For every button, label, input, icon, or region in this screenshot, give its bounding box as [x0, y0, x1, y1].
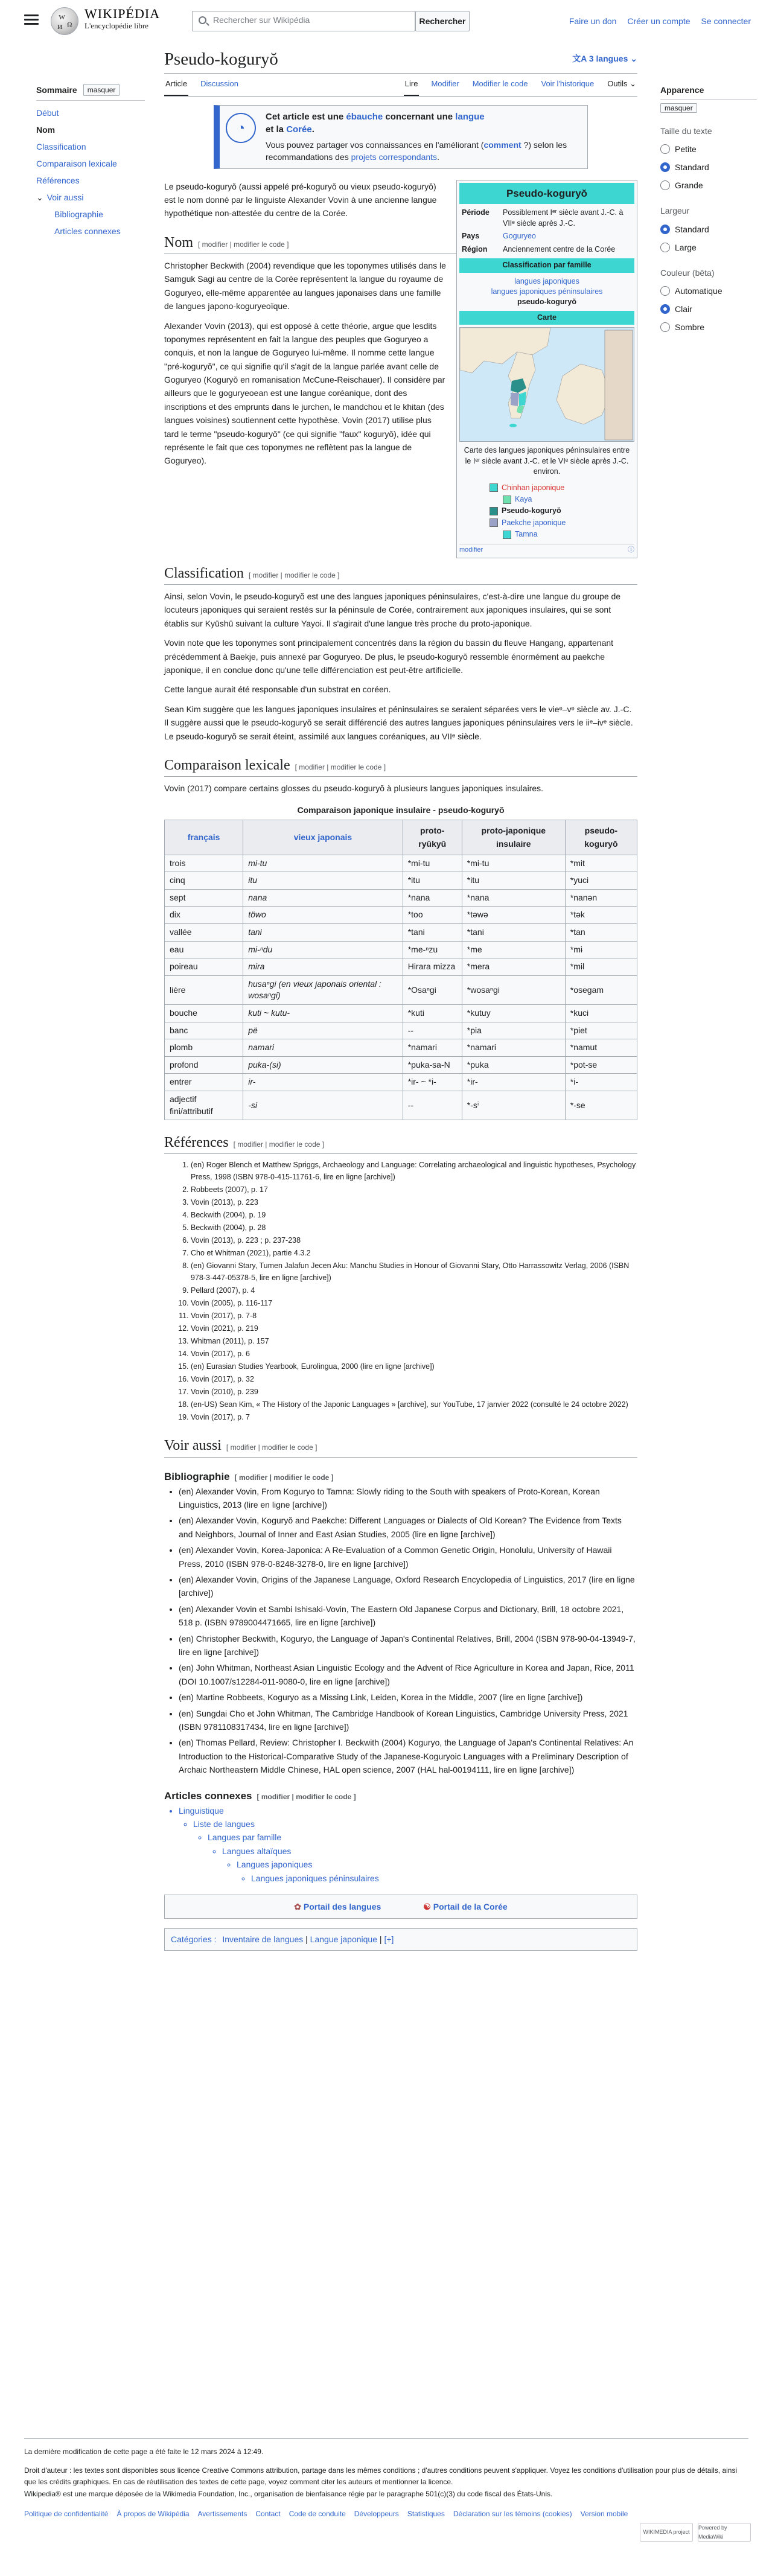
table-row — [165, 1056, 637, 1074]
table-cell: poireau — [165, 958, 243, 976]
table-row — [165, 855, 637, 872]
table-cell: *puka — [462, 1056, 565, 1074]
table-cell: *namari — [403, 1039, 462, 1057]
reference-item: 4. Beckwith (2004), p. 19 — [191, 1209, 637, 1221]
footer-link[interactable]: Version mobile — [580, 2509, 628, 2518]
reference-item: 13. Whitman (2011), p. 157 — [191, 1335, 637, 1347]
table-cell: eau — [165, 941, 243, 958]
bibliography-item: • (en) Alexander Vovin, Koguryŏ and Paekche: Different Languages or Dialects of Old Korean? The Evidence from Texts and Neighbors, Journal of Inner and East Asian Studies, 2005 (lire en ligne [archive]) — [179, 1514, 637, 1541]
text-size-standard[interactable]: Standard — [660, 158, 757, 176]
appearance-panel — [660, 83, 757, 336]
page-footer — [24, 2438, 748, 2520]
nom-paragraph-1: Christopher Beckwith (2004) revendique que les toponymes utilisés dans le Samguk Sagi au centre de la Corée représentent la langue du royaume de Goguryeo, elle-même apparentée au langues japonaises dans une famille de langues japono-koguryeoïque. — [164, 260, 446, 311]
bibliography-item: • (en) Alexander Vovin, From Koguryo to Tamna: Slowly riding to the South with speakers of Proto-Korean, Korean Linguistics, 2013 (lire en ligne [archive]) — [179, 1485, 637, 1512]
heading-comparaison: Comparaison lexicale [ modifier | modifier le code ] — [164, 756, 637, 777]
search-box[interactable] — [192, 11, 415, 31]
table-cell: *mera — [462, 958, 565, 976]
table-cell: trois — [165, 855, 243, 872]
table-cell: *yuci — [565, 872, 637, 890]
related-item[interactable]: ◦ Liste de langues — [193, 1817, 637, 1831]
related-articles-tree — [164, 1804, 637, 1885]
edit-classification-link[interactable]: [ modifier | modifier le code ] — [248, 570, 340, 579]
heading-articles-connexes: Articles connexes [ modifier | modifier le code ] — [164, 1790, 356, 1802]
table-cell: *mi-tu — [403, 855, 462, 872]
width-standard[interactable]: Standard — [660, 220, 757, 238]
bibliography-item: • (en) John Whitman, Northeast Asian Linguistic Ecology and the Advent of Rice Agriculture in Korea and Japan, Rice, 2011 (DOI 10.1007/s12284-011-9080-0, lire en ligne [archive]) — [179, 1661, 637, 1688]
category-link[interactable]: Inventaire de langues — [222, 1934, 304, 1945]
table-cell: *tan — [565, 924, 637, 942]
table-cell: *kuci — [565, 1004, 637, 1022]
table-cell: entrer — [165, 1074, 243, 1091]
footer-link[interactable]: Avertissements — [197, 2509, 247, 2518]
legend-tamna: Tamna — [490, 529, 634, 540]
infobox-link-goguryeo[interactable]: Goguryeo — [503, 232, 536, 241]
categories-label[interactable]: Catégories : — [171, 1934, 217, 1945]
table-cell: ir- — [243, 1074, 403, 1091]
stub-link-comment[interactable]: comment — [483, 140, 521, 150]
legend-pseudo-koguryo: Pseudo-koguryŏ — [490, 505, 634, 517]
bibliography-item: • (en) Martine Robbeets, Koguryo as a Missing Link, Leiden, Korea in the Middle, 2007 (lire en ligne [archive]) — [179, 1691, 637, 1704]
login-link[interactable]: Se connecter — [701, 16, 751, 26]
portal-langues-link[interactable]: ✿ Portail des langues — [294, 1902, 381, 1912]
table-header: proto-japonique insulaire — [462, 820, 565, 855]
table-cell: *namut — [565, 1039, 637, 1057]
table-cell: *-se — [565, 1091, 637, 1120]
reference-item: 10. Vovin (2005), p. 116-117 — [191, 1297, 637, 1309]
categories-bar: Catégories : Inventaire de langues | Langue japonique | [+] — [164, 1928, 637, 1950]
table-cell: dix — [165, 907, 243, 924]
table-row — [165, 958, 637, 976]
license-text: Droit d'auteur : les textes sont disponibles sous licence Creative Commons attribution, partage dans les mêmes conditions ; d'autres conditions peuvent s'appliquer. Voyez les conditions d'utilisation pour plus de détails, ainsi que les crédits graphiques. En cas de réutilisation des textes de cette page, voyez comment citer les auteurs et mentionner la licence. — [24, 2466, 738, 2487]
toc-item-debut[interactable]: Début — [36, 108, 59, 118]
page-tabs — [164, 75, 637, 97]
infobox-class-japoniques[interactable]: langues japoniques — [514, 276, 579, 285]
map-caption: Carte des langues japoniques péninsulaires entre le Iᵉʳ siècle avant J.-C. et le VIᵉ siècle après J.-C. environ. — [464, 446, 630, 476]
last-modified: La dernière modification de cette page a été faite le 12 mars 2024 à 12:49. — [24, 2447, 264, 2456]
reference-item: 11. Vovin (2017), p. 7-8 — [191, 1310, 637, 1322]
tab-article[interactable]: Article — [164, 78, 188, 97]
related-item[interactable]: ◦ Langues altaïques — [222, 1844, 637, 1858]
toc-item-articles-connexes[interactable]: Articles connexes — [54, 226, 121, 237]
search-icon — [199, 16, 206, 24]
search-input[interactable] — [213, 15, 406, 25]
table-cell: tani — [243, 924, 403, 942]
mediawiki-badge[interactable]: Powered by MediaWiki — [698, 2523, 751, 2542]
reference-item: 6. Vovin (2013), p. 223 ; p. 237-238 — [191, 1234, 637, 1246]
heading-references: Références [ modifier | modifier le code ] — [164, 1133, 637, 1154]
comparaison-paragraph: Vovin (2017) compare certains glosses du pseudo-koguryŏ à plusieurs langues japoniques insulaires. — [164, 783, 544, 794]
table-row — [165, 1004, 637, 1022]
reference-item: 14. Vovin (2017), p. 6 — [191, 1348, 637, 1360]
classification-paragraph-3: Cette langue aurait été responsable d'un substrat en coréen. — [164, 684, 391, 695]
toc-item-comparaison[interactable]: Comparaison lexicale — [36, 159, 117, 169]
wikipedia-globe-logo[interactable]: W Ω И — [51, 7, 78, 35]
table-cell: *piet — [565, 1022, 637, 1039]
table-cell: *mɨl — [565, 958, 637, 976]
table-cell: *kuti — [403, 1004, 462, 1022]
reference-item: 7. Cho et Whitman (2021), partie 4.3.2 — [191, 1247, 637, 1259]
table-cell: töwo — [243, 907, 403, 924]
heading-voir-aussi: Voir aussi [ modifier | modifier le code ] — [164, 1436, 637, 1457]
search-button[interactable]: Rechercher — [415, 11, 470, 31]
infobox-title: Pseudo-koguryŏ — [459, 183, 634, 205]
table-cell: banc — [165, 1022, 243, 1039]
tab-edit-source[interactable]: Modifier le code — [472, 78, 528, 88]
text-size-label: Taille du texte — [660, 126, 712, 136]
table-cell: *tani — [462, 924, 565, 942]
portal-bar — [164, 1895, 637, 1919]
footer-link[interactable]: Code de conduite — [289, 2509, 346, 2518]
reference-item: 18. (en-US) Sean Kim, « The History of the Japonic Languages » [archive], sur YouTube, 17 janvier 2022 (consulté le 24 octobre 2022) — [191, 1398, 637, 1411]
table-cell: *i- — [565, 1074, 637, 1091]
color-label: Couleur (bêta) — [660, 267, 715, 278]
table-cell: *kutuy — [462, 1004, 565, 1022]
edit-references-link[interactable]: [ modifier | modifier le code ] — [233, 1140, 325, 1149]
table-cell: itu — [243, 872, 403, 890]
footer-link[interactable]: Statistiques — [407, 2509, 445, 2518]
table-cell: *pia — [462, 1022, 565, 1039]
table-row — [165, 889, 637, 907]
tab-history[interactable]: Voir l'historique — [541, 78, 595, 88]
color-auto[interactable]: Automatique — [660, 282, 757, 300]
page-title: Pseudo-koguryŏ 文A 3 langues ⌄ — [164, 48, 637, 74]
table-of-contents — [36, 83, 145, 240]
table-cell: -- — [403, 1091, 462, 1120]
table-cell: *osegam — [565, 975, 637, 1004]
category-expand[interactable]: [+] — [384, 1934, 394, 1945]
table-row — [165, 941, 637, 958]
intro-paragraph: Le pseudo-koguryŏ (aussi appelé pré-koguryŏ ou vieux pseudo-koguryŏ) est le nom donné par le linguiste Alexander Vovin à une ancienne langue hypothétique non-attestée du centre de la Corée. — [164, 181, 437, 218]
table-cell: *me — [462, 941, 565, 958]
portal-coree-link[interactable]: ☯ Portail de la Corée — [423, 1902, 508, 1912]
width-large[interactable]: Large — [660, 238, 757, 257]
table-cell: *mit — [565, 855, 637, 872]
stub-link-ebauche[interactable]: ébauche — [346, 112, 383, 123]
main-menu-button[interactable] — [24, 12, 39, 25]
table-cell: nana — [243, 889, 403, 907]
classification-paragraph-4: Sean Kim suggère que les langues japoniques insulaires et péninsulaires se seraient séparées vers le vieᵉ–vᵉ siècle av. J.-C. Il suggère aussi que le pseudo-koguryŏ se serait différencié des autres langues japoniques péninsulaires vers le iiᵉ–ivᵉ siècle. Le pseudo-koguryŏ se serait éteint, assimilé aux langues coréaniques, au VIIᵉ siècle. — [164, 704, 633, 741]
reference-item: 2. Robbeets (2007), p. 17 — [191, 1184, 637, 1196]
footer-link[interactable]: Contact — [255, 2509, 281, 2518]
infobox-class-peninsulaires[interactable]: langues japoniques péninsulaires — [491, 287, 603, 296]
table-cell: *təwə — [462, 907, 565, 924]
create-account-link[interactable]: Créer un compte — [627, 16, 690, 26]
heading-bibliographie: Bibliographie [ modifier | modifier le code ] — [164, 1470, 334, 1482]
edit-bibliographie-link[interactable]: [ modifier | modifier le code ] — [234, 1473, 334, 1482]
bibliography-list — [164, 1485, 637, 1777]
table-cell: cinq — [165, 872, 243, 890]
table-cell: vallée — [165, 924, 243, 942]
table-caption: Comparaison japonique insulaire - pseudo-koguryŏ — [297, 805, 505, 815]
footer-badges — [640, 2523, 751, 2542]
table-cell: *nanən — [565, 889, 637, 907]
legend-kaya: Kaya — [490, 494, 634, 505]
wikipedia-wordmark[interactable]: WIKIPÉDIA — [85, 6, 161, 21]
stub-link-coree[interactable]: Corée — [286, 124, 312, 135]
comparison-table — [164, 820, 637, 1120]
table-header: proto-ryūkyū — [403, 820, 462, 855]
reference-item: 16. Vovin (2017), p. 32 — [191, 1373, 637, 1385]
table-row — [165, 1091, 637, 1120]
text-size-large[interactable]: Grande — [660, 176, 757, 194]
table-cell: *mi-tu — [462, 855, 565, 872]
korea-flag-icon: ☯ — [423, 1902, 431, 1912]
tab-tools[interactable]: Outils ⌄ — [607, 78, 636, 88]
footer-link[interactable]: Déclaration sur les témoins (cookies) — [453, 2509, 572, 2518]
bibliography-item: • (en) Alexander Vovin et Sambi Ishisaki-Vovin, The Eastern Old Japanese Corpus and Dictionary, Brill, 18 octobre 2021, 518 p. (ISBN 9789004471665, lire en ligne [archive]) — [179, 1602, 637, 1630]
nom-paragraph-2: Alexander Vovin (2013), qui est opposé à cette théorie, argue que lesdits toponymes représentent en fait la langue des peuples que Goguryeo a conquis, et non la langue de Goguryeo lui-même. Il nomme cette langue "pré-koguryŏ", ce qui signifie qu'il s'agit de la langue parlée avant celle de Goguryeo (Koguryŏ en romanisation McCune-Reischauer). Il considère par ailleurs que le goguryeoean est une langue coréanique, dont des inscriptions et des emprunts dans le jurchen, le mandchou et le khitan (des langues voisines) soutiennent cette hypothèse. Vovin (2017) utilise plus tard le terme "pseudo-koguryŏ" (ce qui signifie "faux" koguryŏ), idée qui représente le fait que ces toponymes ne reflètent pas la langue de Goguryeo). — [164, 320, 445, 466]
table-cell: *too — [403, 907, 462, 924]
bibliography-item: • (en) Christopher Beckwith, Koguryo, the Language of Japan's Continental Relatives, Brill, 2004 (ISBN 978-90-04-13949-7, lire en ligne [archive]) — [179, 1632, 637, 1659]
table-cell: *pot-se — [565, 1056, 637, 1074]
bibliography-item: • (en) Alexander Vovin, Origins of the Japanese Language, Oxford Research Encyclopedia of Linguistics, 2017 (lire en ligne [archive]) — [179, 1573, 637, 1600]
toc-item-voir-aussi[interactable]: ⌄ Voir aussi — [36, 193, 84, 203]
table-cell: *wosaⁿgi — [462, 975, 565, 1004]
table-cell: *ir- — [462, 1074, 565, 1091]
footer-links — [24, 2508, 748, 2520]
infobox-map-band: Carte — [459, 311, 634, 325]
reference-item: 8. (en) Giovanni Stary, Tumen Jalafun Jecen Aku: Manchu Studies in Honour of Giovanni Stary, Otto Harrassowitz Verlag, 2006 (ISBN 978-3-447-05378-5, lire en ligne [archive]) — [191, 1260, 637, 1284]
reference-item: 12. Vovin (2021), p. 219 — [191, 1322, 637, 1334]
table-cell: *tək — [565, 907, 637, 924]
bibliography-item: • (en) Alexander Vovin, Korea-Japonica: A Re-Evaluation of a Common Genetic Origin, Honolulu, University of Hawaii Press, 2010 (ISBN 978-0-8248-3278-0, lire en ligne [archive]) — [179, 1543, 637, 1570]
wikimedia-badge[interactable]: WIKIMEDIA project — [640, 2523, 693, 2542]
table-cell: adjectif fini/attributif — [165, 1091, 243, 1120]
table-row — [165, 1022, 637, 1039]
table-cell: puka-(si) — [243, 1056, 403, 1074]
peninsular-japonic-map[interactable] — [459, 327, 634, 442]
table-cell: *me-ⁿzu — [403, 941, 462, 958]
edit-articles-link[interactable]: [ modifier | modifier le code ] — [257, 1792, 356, 1801]
trademark-text: Wikipedia® est une marque déposée de la Wikimedia Foundation, Inc., organisation de bienfaisance régie par le paragraphe 501(c)(3) du code fiscal des États-Unis. — [24, 2489, 553, 2498]
footer-link[interactable]: À propos de Wikipédia — [116, 2509, 190, 2518]
table-header: pseudo-koguryŏ — [565, 820, 637, 855]
table-cell: *ir- ~ *i- — [403, 1074, 462, 1091]
table-header[interactable]: vieux japonais — [243, 820, 403, 855]
table-cell: mi-tu — [243, 855, 403, 872]
width-label: Largeur — [660, 206, 690, 216]
table-cell: husaⁿgi (en vieux japonais oriental : wosaⁿgi) — [243, 975, 403, 1004]
stub-notice: ◔ Cet article est une ébauche concernant une langue et la Corée. Vous pouvez partager vos connaissances en l'améliorant (comment ?) selon les recommandations des projets correspondants. — [214, 105, 588, 168]
toc-item-classification[interactable]: Classification — [36, 142, 86, 152]
table-cell: *itu — [403, 872, 462, 890]
edit-comparaison-link[interactable]: [ modifier | modifier le code ] — [295, 762, 386, 771]
toc-item-bibliographie[interactable]: Bibliographie — [54, 209, 103, 220]
infobox-edit-link[interactable]: modifier — [459, 546, 483, 554]
table-cell: *Osaⁿgi — [403, 975, 462, 1004]
related-item[interactable]: ◦ Langues japoniques — [237, 1858, 637, 1871]
color-dark[interactable]: Sombre — [660, 318, 757, 336]
table-row — [165, 924, 637, 942]
table-cell: *-sⁱ — [462, 1091, 565, 1120]
related-item[interactable]: • Linguistique — [179, 1804, 637, 1817]
classification-paragraph-1: Ainsi, selon Vovin, le pseudo-koguryŏ est une des langues japoniques péninsulaires, c'est-à-dire une langue du groupe de locuteurs japoniques qui seraient restés sur la péninsule de Corée, contrairement aux japoniques insulaires, qui se sont établis sur Kyūshū suivant la culture Yayoi. Il s'agirait d'une langue très proche du proto-japonique. — [164, 591, 621, 628]
toc-item-nom[interactable]: Nom — [36, 125, 56, 135]
table-cell: *nana — [462, 889, 565, 907]
language-button[interactable]: 文A 3 langues ⌄ — [572, 54, 637, 63]
table-cell: bouche — [165, 1004, 243, 1022]
related-item[interactable]: ◦ Langues par famille — [208, 1831, 637, 1844]
tab-discussion[interactable]: Discussion — [200, 78, 238, 88]
toc-title: Sommaire — [36, 85, 77, 95]
bibliography-item: • (en) Thomas Pellard, Review: Christopher I. Beckwith (2004) Koguryo, the Language of Japan's Continental Relatives: An Introduction to the Historical-Comparative Study of the Japanese-Koguryoic Languages with a Preliminary Description of Archaic Northeastern Middle Chinese, HAL open science, 2007 (HAL hal-00194111, lire en ligne [archive]) — [179, 1736, 637, 1776]
reference-item: 3. Vovin (2013), p. 223 — [191, 1196, 637, 1208]
table-cell: *namari — [462, 1039, 565, 1057]
heading-nom: Nom [ modifier | modifier le code ] — [164, 234, 637, 254]
wikipedia-tagline: L'encyclopédie libre — [85, 21, 148, 30]
table-cell: *puka-sa-N — [403, 1056, 462, 1074]
infobox-classification-band: Classification par famille — [459, 258, 634, 273]
category-link[interactable]: Langue japonique — [310, 1934, 378, 1945]
table-cell: Hirara mizza — [403, 958, 462, 976]
language-stub-icon: ◔ — [226, 113, 256, 143]
reference-item: 15. (en) Eurasian Studies Yearbook, Eurolingua, 2000 (lire en ligne [archive]) — [191, 1360, 637, 1372]
chevron-down-icon[interactable]: ⌄ — [36, 193, 43, 203]
toc-hide-button[interactable]: masquer — [83, 84, 120, 96]
infobox: Pseudo-koguryŏ Période Possiblement Iᵉʳ siècle avant J.-C. à VIIᵉ siècle après J.-C. Pays Goguryeo Région Anciennement centre de la Corée Classification par famille langues japoniques langues japoniques péninsulaires pseudo-koguryŏ Carte Carte des langues japoniques péninsulaires entre le Iᵉʳ siècle avant J.-C. et le VIᵉ siècle après J.-C. environ. Chinhan japonique Kaya Pseudo-koguryŏ Paekche japonique Tamna modifier ⓘ — [456, 180, 637, 558]
portal-icon: ✿ — [294, 1902, 302, 1912]
reference-item: 17. Vovin (2010), p. 239 — [191, 1386, 637, 1398]
edit-nom-link[interactable]: [ modifier | modifier le code ] — [198, 240, 289, 249]
footer-link[interactable]: Politique de confidentialité — [24, 2509, 109, 2518]
reference-item: 19. Vovin (2017), p. 7 — [191, 1411, 637, 1423]
table-header[interactable]: français — [165, 820, 243, 855]
table-cell: mira — [243, 958, 403, 976]
table-cell: -- — [403, 1022, 462, 1039]
table-cell: namari — [243, 1039, 403, 1057]
table-cell: plomb — [165, 1039, 243, 1057]
table-row — [165, 907, 637, 924]
reference-item: 1. (en) Roger Blench et Matthew Spriggs, Archaeology and Language: Correlating archaeological and linguistic hypotheses, Psychology Press, 1998 (ISBN 978-0-415-11761-6, lire en ligne [archive]) — [191, 1159, 637, 1183]
table-row — [165, 975, 637, 1004]
appearance-hide-button[interactable]: masquer — [660, 103, 697, 113]
references-list — [164, 1159, 637, 1423]
donate-link[interactable]: Faire un don — [569, 16, 617, 26]
info-icon[interactable]: ⓘ — [628, 546, 634, 554]
stub-link-langue[interactable]: langue — [455, 112, 485, 123]
related-item[interactable]: ◦ Langues japoniques péninsulaires — [251, 1872, 637, 1885]
table-cell: *nana — [403, 889, 462, 907]
tab-read[interactable]: Lire — [404, 78, 419, 97]
table-cell: *mɨ — [565, 941, 637, 958]
table-cell: lière — [165, 975, 243, 1004]
table-cell: pë — [243, 1022, 403, 1039]
appearance-title: Apparence — [660, 83, 757, 100]
table-row — [165, 872, 637, 890]
classification-paragraph-2: Vovin note que les toponymes sont principalement concentrés dans la région du bassin du fleuve Hangang, appartenant précédemment à Baekje, puis annexé par Goguryeo. De plus, le pseudo-koguryŏ ressemble énormément au paekche japonique, il en conclue donc qu'une telle différenciation est peut-être artificielle. — [164, 638, 614, 675]
edit-voir-aussi-link[interactable]: [ modifier | modifier le code ] — [226, 1443, 317, 1452]
table-cell: *tani — [403, 924, 462, 942]
color-light[interactable]: Clair — [660, 300, 757, 318]
legend-chinhan: Chinhan japonique — [490, 482, 634, 494]
bibliography-item: • (en) Sungdai Cho et John Whitman, The Cambridge Handbook of Korean Linguistics, Cambridge University Press, 2021 (ISBN 9781108317434, lire en ligne [archive]) — [179, 1707, 637, 1734]
table-cell: kuti ~ kutu- — [243, 1004, 403, 1022]
stub-link-projets[interactable]: projets correspondants — [351, 152, 438, 162]
reference-item: 9. Pellard (2007), p. 4 — [191, 1284, 637, 1296]
reference-item: 5. Beckwith (2004), p. 28 — [191, 1222, 637, 1234]
article-main — [164, 48, 637, 1951]
table-cell: sept — [165, 889, 243, 907]
table-cell: mi-ⁿdu — [243, 941, 403, 958]
table-cell: profond — [165, 1056, 243, 1074]
table-row — [165, 1039, 637, 1057]
site-header — [0, 0, 775, 40]
table-cell: -si — [243, 1091, 403, 1120]
legend-paekche: Paekche japonique — [490, 517, 634, 529]
toc-item-references[interactable]: Références — [36, 176, 80, 186]
table-row — [165, 1074, 637, 1091]
tab-edit[interactable]: Modifier — [431, 78, 459, 88]
footer-link[interactable]: Développeurs — [354, 2509, 399, 2518]
user-links — [561, 14, 751, 28]
table-cell: *itu — [462, 872, 565, 890]
text-size-small[interactable]: Petite — [660, 140, 757, 158]
heading-classification: Classification [ modifier | modifier le code ] — [164, 564, 637, 585]
infobox-table: Période Possiblement Iᵉʳ siècle avant J.-C. à VIIᵉ siècle après J.-C. Pays Goguryeo Région Anciennement centre de la Corée — [459, 206, 634, 256]
